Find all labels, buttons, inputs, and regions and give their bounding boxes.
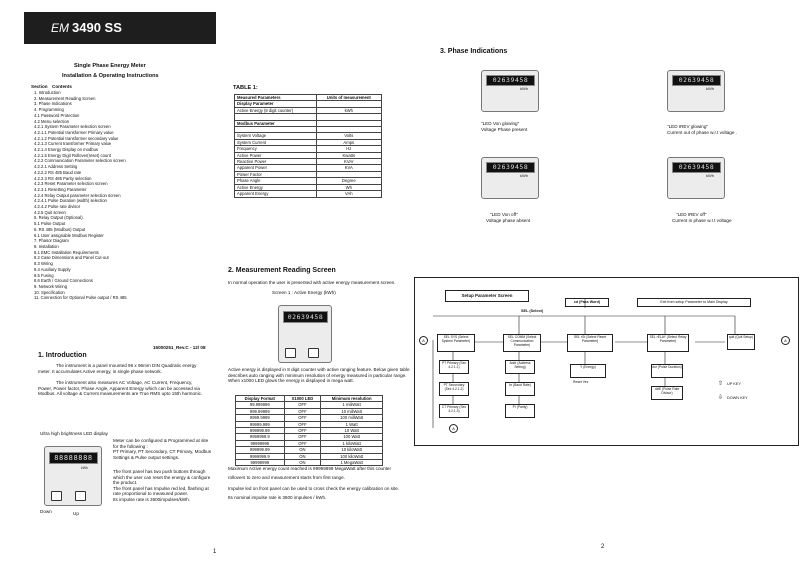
table-cell: VAh <box>316 191 381 197</box>
impulse-para: Impulse led on front panel can be used to cross check the energy calibration on site. <box>228 486 400 491</box>
table-cell: Active Power <box>235 152 317 158</box>
config-line: Settings & Pulse output settings. <box>113 454 180 460</box>
table-cell: System Current <box>235 139 317 145</box>
setup-node: PT Secondary (Sec 4.2.1.2) <box>439 382 469 396</box>
toc-item: 4.2.1.4 Energy Display on modbus <box>34 147 99 153</box>
table-cell: Frequency <box>235 146 317 152</box>
setup-node: quit (Quit Setup) <box>727 334 755 350</box>
setup-node: Addr (Address Setting) <box>505 360 535 374</box>
table-cell: Hz <box>316 146 381 152</box>
table-cell: OFF <box>284 408 321 414</box>
down-key-button[interactable] <box>51 491 62 501</box>
connector-a: A <box>419 336 428 345</box>
toc-item: 4.2.5 Quit screen <box>34 209 66 215</box>
phase-caption: "LED Von off" <box>490 212 518 217</box>
table-cell: Reactive Power <box>235 159 317 165</box>
table-cell: Power Factor <box>235 171 317 177</box>
toc-item: 4.2.1.2 Potential transformer secondary value <box>34 135 119 141</box>
legend-down: DOWN KEY <box>727 396 748 400</box>
front-panel-para <box>113 469 210 503</box>
toc-item: 4.2.4 Relay Output parameter selection screen <box>34 192 121 198</box>
connector-a: A <box>449 424 458 433</box>
table-cell: Degree <box>316 178 381 184</box>
toc-item: 4. Programming <box>34 107 64 113</box>
phase-caption: "LED Von glowing" <box>481 121 520 126</box>
up-label: Up <box>73 511 79 516</box>
table-cell: System Voltage <box>235 133 317 139</box>
setup-node: SEL SYS (Select System Parameter) <box>437 334 475 352</box>
toc-item: 3. Phase Indications <box>34 101 72 107</box>
brand-header <box>24 12 216 44</box>
toc-item: 8.2 Case Dimensions and Panel Cut-out <box>34 255 109 261</box>
toc-item: 4.2.4.2 Pulse rate divisor <box>34 204 81 210</box>
setup-node: SEL COMM (Select Communication Parameter) <box>503 334 541 352</box>
panel-line: The front panel has Impulse red led, flashing at <box>113 485 209 491</box>
toc-item: 2. Measurement Reading Screen <box>34 95 96 101</box>
up-key-icon: ⇧ <box>718 381 724 387</box>
setup-node: dur (Pulse Duration) <box>651 364 683 378</box>
rollover-line: rollovers to zero and measurement starts from first range. <box>228 474 345 480</box>
table-cell: OFF <box>284 428 321 434</box>
page-number-2: 2 <box>601 544 605 550</box>
intro-line: The instrument also measures AC Voltage, AC Current, Frequency, <box>56 380 193 385</box>
setup-node: PT Primary (Sec 4.2.1.1) <box>439 360 469 374</box>
phase-meter-panel <box>481 157 539 199</box>
toc-item: 4.2.2.3 RS 485 Parity selection <box>34 175 92 181</box>
table-cell: OFF <box>284 440 321 446</box>
table-cell: Phase Angle <box>235 178 317 184</box>
down-key-button[interactable] <box>285 348 296 358</box>
up-key-button[interactable] <box>308 348 319 358</box>
autorange-col-header: X1000 LED <box>284 396 321 402</box>
table-cell: Modbus Parameter <box>235 120 317 126</box>
toc-item: 5. Relay Output (Optional). <box>34 215 84 221</box>
phase-meter-panel <box>667 70 725 112</box>
table-cell: 1 miliWatt <box>321 402 383 408</box>
toc-item: 8.4 Auxiliary Supply <box>34 266 71 272</box>
measurement-intro: In normal operation the user is presented with active energy measurement screen. <box>228 280 396 285</box>
setup-node: Pr (Parity) <box>505 404 535 418</box>
table-cell: ON <box>284 460 321 466</box>
autorange-line: describes auto ranging with minimum resolution of energy measured in particular range. <box>228 372 407 378</box>
toc-item: 4.2.1.5 Energy Digit Rollover(reset) count <box>34 152 111 158</box>
table-cell: 1 kiloWatt <box>321 440 383 446</box>
phase-caption: Current out of phase w.r.t voltage . <box>667 130 737 135</box>
toc-item: 5.1 Pulse Output <box>34 221 66 227</box>
toc-item: 4.2.1.1 Potential transformer Primary value <box>34 129 114 135</box>
phase-caption: Voltage phase absent <box>486 218 531 223</box>
table-cell: Display Parameter <box>235 101 317 107</box>
table1-col-header: Measured Parameters <box>235 95 317 101</box>
toc-item: 4.2.1 System Parameter selection screen <box>34 124 111 130</box>
toc-item: 8. Installation <box>34 243 59 249</box>
table-cell: kWh <box>316 107 381 113</box>
autorange-line: Active energy is displayed in 8 digit counter with active ranging feature. Below given table <box>228 367 410 372</box>
setup-node: br (Baud Rate) <box>505 382 535 396</box>
table-cell: OFF <box>284 402 321 408</box>
panel-line: which the user can reset the energy & configure <box>113 474 211 480</box>
lcd-caption: Ultra high brightness LED display <box>40 431 108 436</box>
doc-subtitle: Installation & Operating Instructions <box>62 73 159 79</box>
intro-line: The instrument is a panel mounted 96 x 96mm DIN Quadratic energy <box>56 363 197 368</box>
table-of-contents <box>34 90 127 301</box>
measurement-lcd: 02639458 <box>283 311 328 323</box>
autorange-para <box>228 367 410 384</box>
table-cell: KVAr <box>316 159 381 165</box>
table-cell: 99999999 <box>236 460 285 466</box>
table-cell: 9999999.9 <box>236 453 285 459</box>
table-cell: Wh <box>316 184 381 190</box>
config-line: Meter can be configured & Programmed at site <box>113 438 209 443</box>
config-line: PT Primary, PT Secondary, CT Primary, Modbus <box>113 449 212 455</box>
table-row <box>235 191 382 197</box>
measurement-meter-panel <box>278 305 332 363</box>
table-cell: 9999999.9 <box>236 434 285 440</box>
table-cell: 10 Watt <box>321 428 383 434</box>
toc-item: 8.1 EMC Installation Requirements <box>34 249 99 255</box>
table-cell: 999999.99 <box>236 428 285 434</box>
meter-front-panel <box>44 446 102 506</box>
table-cell: OFF <box>284 434 321 440</box>
toc-item: 4.2.2 Communication Parameter selection screen <box>34 158 126 164</box>
config-para <box>113 438 211 460</box>
table-cell: 100 Watt <box>321 434 383 440</box>
table-cell: Amps <box>316 139 381 145</box>
setup-node: SEL rSt (Select Reset Parameter) <box>567 334 613 352</box>
toc-item: 4.2.3 Reset Parameter selection screen <box>34 181 108 187</box>
intro-para-1 <box>38 363 196 374</box>
toc-item: 4.2.2.1 Address Setting <box>34 164 78 170</box>
autorange-col-header: Minimum resolution <box>321 396 383 402</box>
table1-title: TABLE 1: <box>233 85 258 91</box>
screen-label: Screen 1 : Active Energy (kWh) <box>272 290 336 295</box>
toc-item: 8.6 Earth / Ground Connections <box>34 278 93 284</box>
table-cell: Volts <box>316 133 381 139</box>
phase-caption: "LED IREV off" <box>676 212 707 217</box>
table-cell: 99.999999 <box>236 402 285 408</box>
intro-line: Power, Power factor, Phase Angle, Apparent Energy which can be accessed via <box>38 385 200 391</box>
toc-item: 6.1 User assignable Modbus Register <box>34 232 104 238</box>
table-cell: 1 Watt <box>321 421 383 427</box>
kwh-label: kWh <box>706 173 714 178</box>
phase-meter-panel <box>481 70 539 112</box>
toc-item: 4.2.4.1 Pulse Duration (width) selection <box>34 198 107 204</box>
table-row <box>236 460 383 466</box>
toc-head-section: Section <box>31 84 48 89</box>
table-cell: Apparent Energy <box>235 191 317 197</box>
table-cell: Apparent Power <box>235 165 317 171</box>
kwh-label: kWh <box>520 173 528 178</box>
intro-para-2 <box>38 380 202 397</box>
down-key-icon: ⇩ <box>718 395 724 401</box>
measurement-title: 2. Measurement Reading Screen <box>228 267 336 274</box>
toc-item: 6. RS 485 (Modbus) Output <box>34 226 86 232</box>
table-cell: 999.99999 <box>236 408 285 414</box>
phase-caption: "LED IREV glowing" <box>667 124 709 129</box>
setup-node: Y (Energy) <box>570 364 606 378</box>
toc-item: 11. Connection for Optional Pulse output / RS 485 <box>34 295 127 301</box>
panel-line: Its impulse rate is 3600impulses/kWh. <box>113 496 191 502</box>
phase-meter-panel <box>667 157 725 199</box>
phase-title: 3. Phase Indications <box>440 48 508 55</box>
exit-box: Exit from setup Parameter to Main Display <box>637 298 751 307</box>
impulse-rate: Its nominal impulse rate is 3600 impulses / kWh. <box>228 495 327 500</box>
table1-col-header: Units of measurement <box>316 95 381 101</box>
toc-item: 8.3 Wiring <box>34 261 53 267</box>
phase-lcd: 02639458 <box>672 162 721 173</box>
table-cell: 100 kiloWatt <box>321 453 383 459</box>
legend-up: UP KEY <box>727 382 741 386</box>
revision-label: 15000251_Rev.C - 12/ 08 <box>153 345 206 350</box>
panel-line: rate proportional to measured power. <box>113 491 189 497</box>
autorange-line: When x1000 LED glows the energy is displayed in mega watt. <box>228 378 354 384</box>
toc-item: 4.2.2.2 RS 485 Baud rate <box>34 169 82 175</box>
panel-line: the product. <box>113 480 138 486</box>
down-label: Down <box>40 509 52 514</box>
password-box: cd (Pass Word) <box>565 298 609 307</box>
table-cell: 10 kiloWatt <box>321 447 383 453</box>
table-cell: KVA <box>316 165 381 171</box>
brand-model: 3490 SS <box>72 20 122 35</box>
toc-item: 9. Network Wiring <box>34 283 68 289</box>
setup-node: SEL rELAY (Select Relay Parameter) <box>647 334 689 352</box>
toc-item: 7. Phasor Diagram <box>34 238 69 244</box>
page-number-1: 1 <box>213 549 217 555</box>
panel-line: The front panel has two push buttons through <box>113 469 206 474</box>
rollover-line: Maximum Active energy count reached is 99999999 MegaWatt after this counter <box>228 466 391 471</box>
setup-title-box: Setup Parameter Screen <box>445 290 529 302</box>
toc-item: 10. Specification <box>34 289 65 295</box>
phase-lcd: 02639458 <box>672 75 721 86</box>
toc-item: 4.2 Menu selection <box>34 118 70 124</box>
toc-item: 4.2.1.3 Current transformer Primary value <box>34 141 112 147</box>
table-cell: Kwatts <box>316 152 381 158</box>
autorange-table <box>235 395 383 466</box>
phase-caption: Voltage Phase present <box>481 127 528 132</box>
doc-title: Single Phase Energy Meter <box>74 63 146 69</box>
select-label: SEL (Select) <box>521 309 544 313</box>
table-cell: 9999.9999 <box>236 415 285 421</box>
kwh-label: kWh <box>81 466 88 470</box>
toc-item: 4.2.3.1 Resetting Parameter <box>34 186 87 192</box>
table-cell: 1 MegaWatt <box>321 460 383 466</box>
table-cell: OFF <box>284 415 321 421</box>
intro-title: 1. Introduction <box>38 352 87 359</box>
up-key-button[interactable] <box>75 491 86 501</box>
brand-prefix: EM <box>51 21 69 35</box>
table-cell: Active Energy (8 digit counter) <box>235 107 317 113</box>
table-cell: 999999.99 <box>236 447 285 453</box>
table-cell: 99999999 <box>236 440 285 446</box>
intro-line: meter. It accumulates Active energy, in single phase network. <box>38 368 163 374</box>
table-cell: 100 miliWatt <box>321 415 383 421</box>
table-cell: ON <box>284 453 321 459</box>
intro-line: Modbus. All voltage & Current measurements are True RMS upto 15th harmonic. <box>38 391 203 397</box>
phase-lcd: 02639458 <box>486 162 535 173</box>
rollover-para <box>228 466 391 480</box>
autorange-col-header: Display Format <box>236 396 285 402</box>
toc-item: 8.5 Fusing <box>34 272 54 278</box>
table-cell: OFF <box>284 421 321 427</box>
table-cell: Active Energy <box>235 184 317 190</box>
reset-yes-label: Reset Yes <box>573 380 589 384</box>
phase-lcd: 02639458 <box>486 75 535 86</box>
setup-parameter-diagram <box>414 277 799 446</box>
table-cell: ON <box>284 447 321 453</box>
connector-a: A <box>781 336 790 345</box>
meter-lcd-display: 88888888 <box>49 452 98 464</box>
table-cell: 10 miliWatt <box>321 408 383 414</box>
toc-item: 4.1 Password Protection <box>34 112 80 118</box>
measured-parameters-table <box>234 94 382 198</box>
toc-item: 1. Introduction <box>34 90 61 95</box>
kwh-label: kWh <box>706 86 714 91</box>
phase-caption: Current in phase w.r.t voltage <box>672 218 732 223</box>
setup-node: rAtE (Pulse Rate Divisor) <box>651 386 683 400</box>
table-cell: 99999.999 <box>236 421 285 427</box>
kwh-label: kWh <box>520 86 528 91</box>
config-line: for the following : <box>113 443 148 449</box>
toc-head-contents: Contents <box>52 84 72 89</box>
setup-node: CT Primary (Sec 4.2.1.3) <box>439 404 469 418</box>
